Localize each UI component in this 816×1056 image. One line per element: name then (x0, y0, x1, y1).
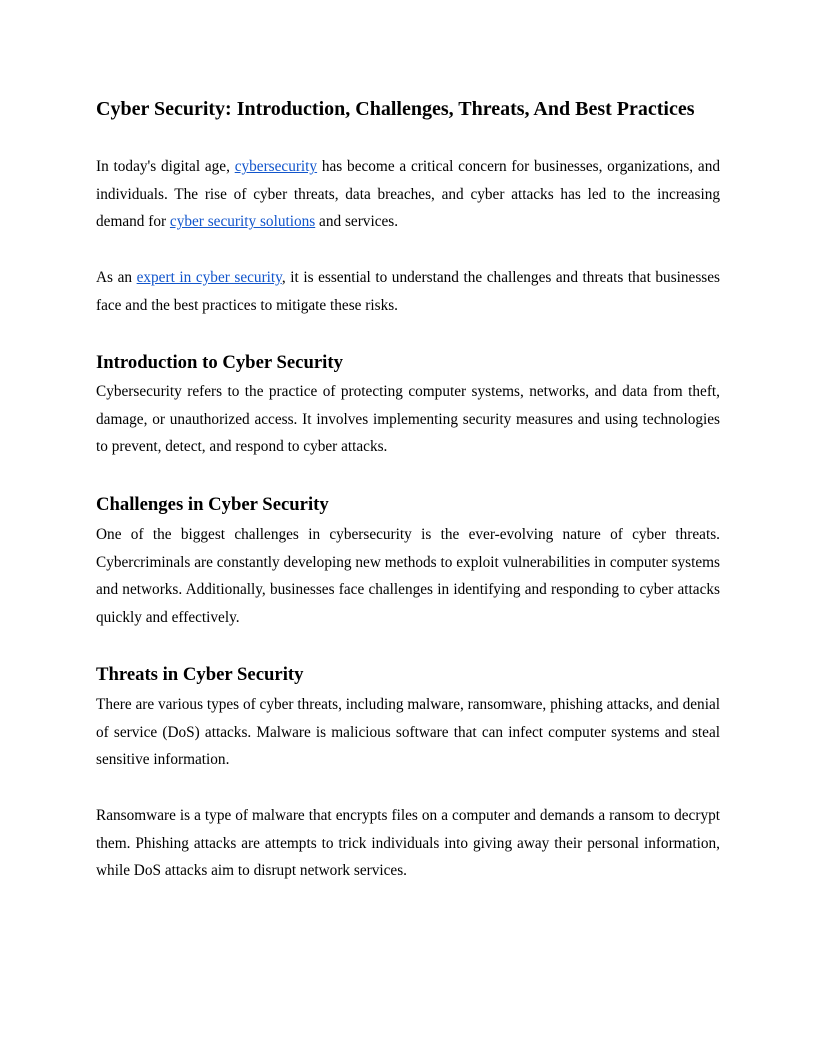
intro-text: , it is essential to understand the challenges and threats that businesses face and the best practices to mitigate these risks. (96, 269, 720, 314)
cyber-security-solutions-link[interactable]: cyber security solutions (169, 213, 316, 231)
section-paragraph-threats-2: Ransomware is a type of malware that encrypts files on a computer and demands a ransom to decrypt them. Phishing attacks are attempts to trick individuals into giving away their personal information, while DoS attacks aim to disrupt network services. (96, 807, 720, 880)
section-paragraph-introduction: Cybersecurity refers to the practice of protecting computer systems, networks, and data from theft, damage, or unauthorized access. It involves implementing security measures and using technologies to prevent, detect, and respond to cyber attacks. (96, 383, 720, 456)
intro-text: As an (96, 269, 137, 286)
intro-text: and services. (315, 213, 399, 231)
intro-text: In today's digital age, (96, 158, 235, 175)
section-heading-introduction: Introduction to Cyber Security (96, 352, 343, 373)
document-title: Cyber Security: Introduction, Challenges, Threats, And Best Practices (96, 98, 695, 120)
section-paragraph-challenges: One of the biggest challenges in cybersecurity is the ever-evolving nature of cyber threats. Cybercriminals are constantly developing new methods to exploit vulnerabilities in computer systems and networks. Additionally, businesses face challenges in identifying and responding to cyber attacks quickly and effectively. (96, 526, 720, 626)
section-heading-threats: Threats in Cyber Security (96, 664, 304, 685)
intro-text: has become a critical concern for businesses, organizations, and individuals. The rise of cyber threats, data breaches, and cyber attacks has led to the increasing demand for (96, 158, 720, 231)
expert-in-cyber-security-link[interactable]: expert in cyber security (136, 269, 282, 286)
section-heading-challenges: Challenges in Cyber Security (96, 494, 329, 515)
cybersecurity-link[interactable]: cybersecurity (234, 158, 318, 175)
intro-paragraph-2 (96, 264, 720, 319)
intro-paragraph-1 (96, 153, 720, 236)
section-paragraph-threats-1: There are various types of cyber threats, including malware, ransomware, phishing attacks, and denial of service (DoS) attacks. Malware is malicious software that can infect computer systems and steal sensitive information. (96, 696, 720, 769)
